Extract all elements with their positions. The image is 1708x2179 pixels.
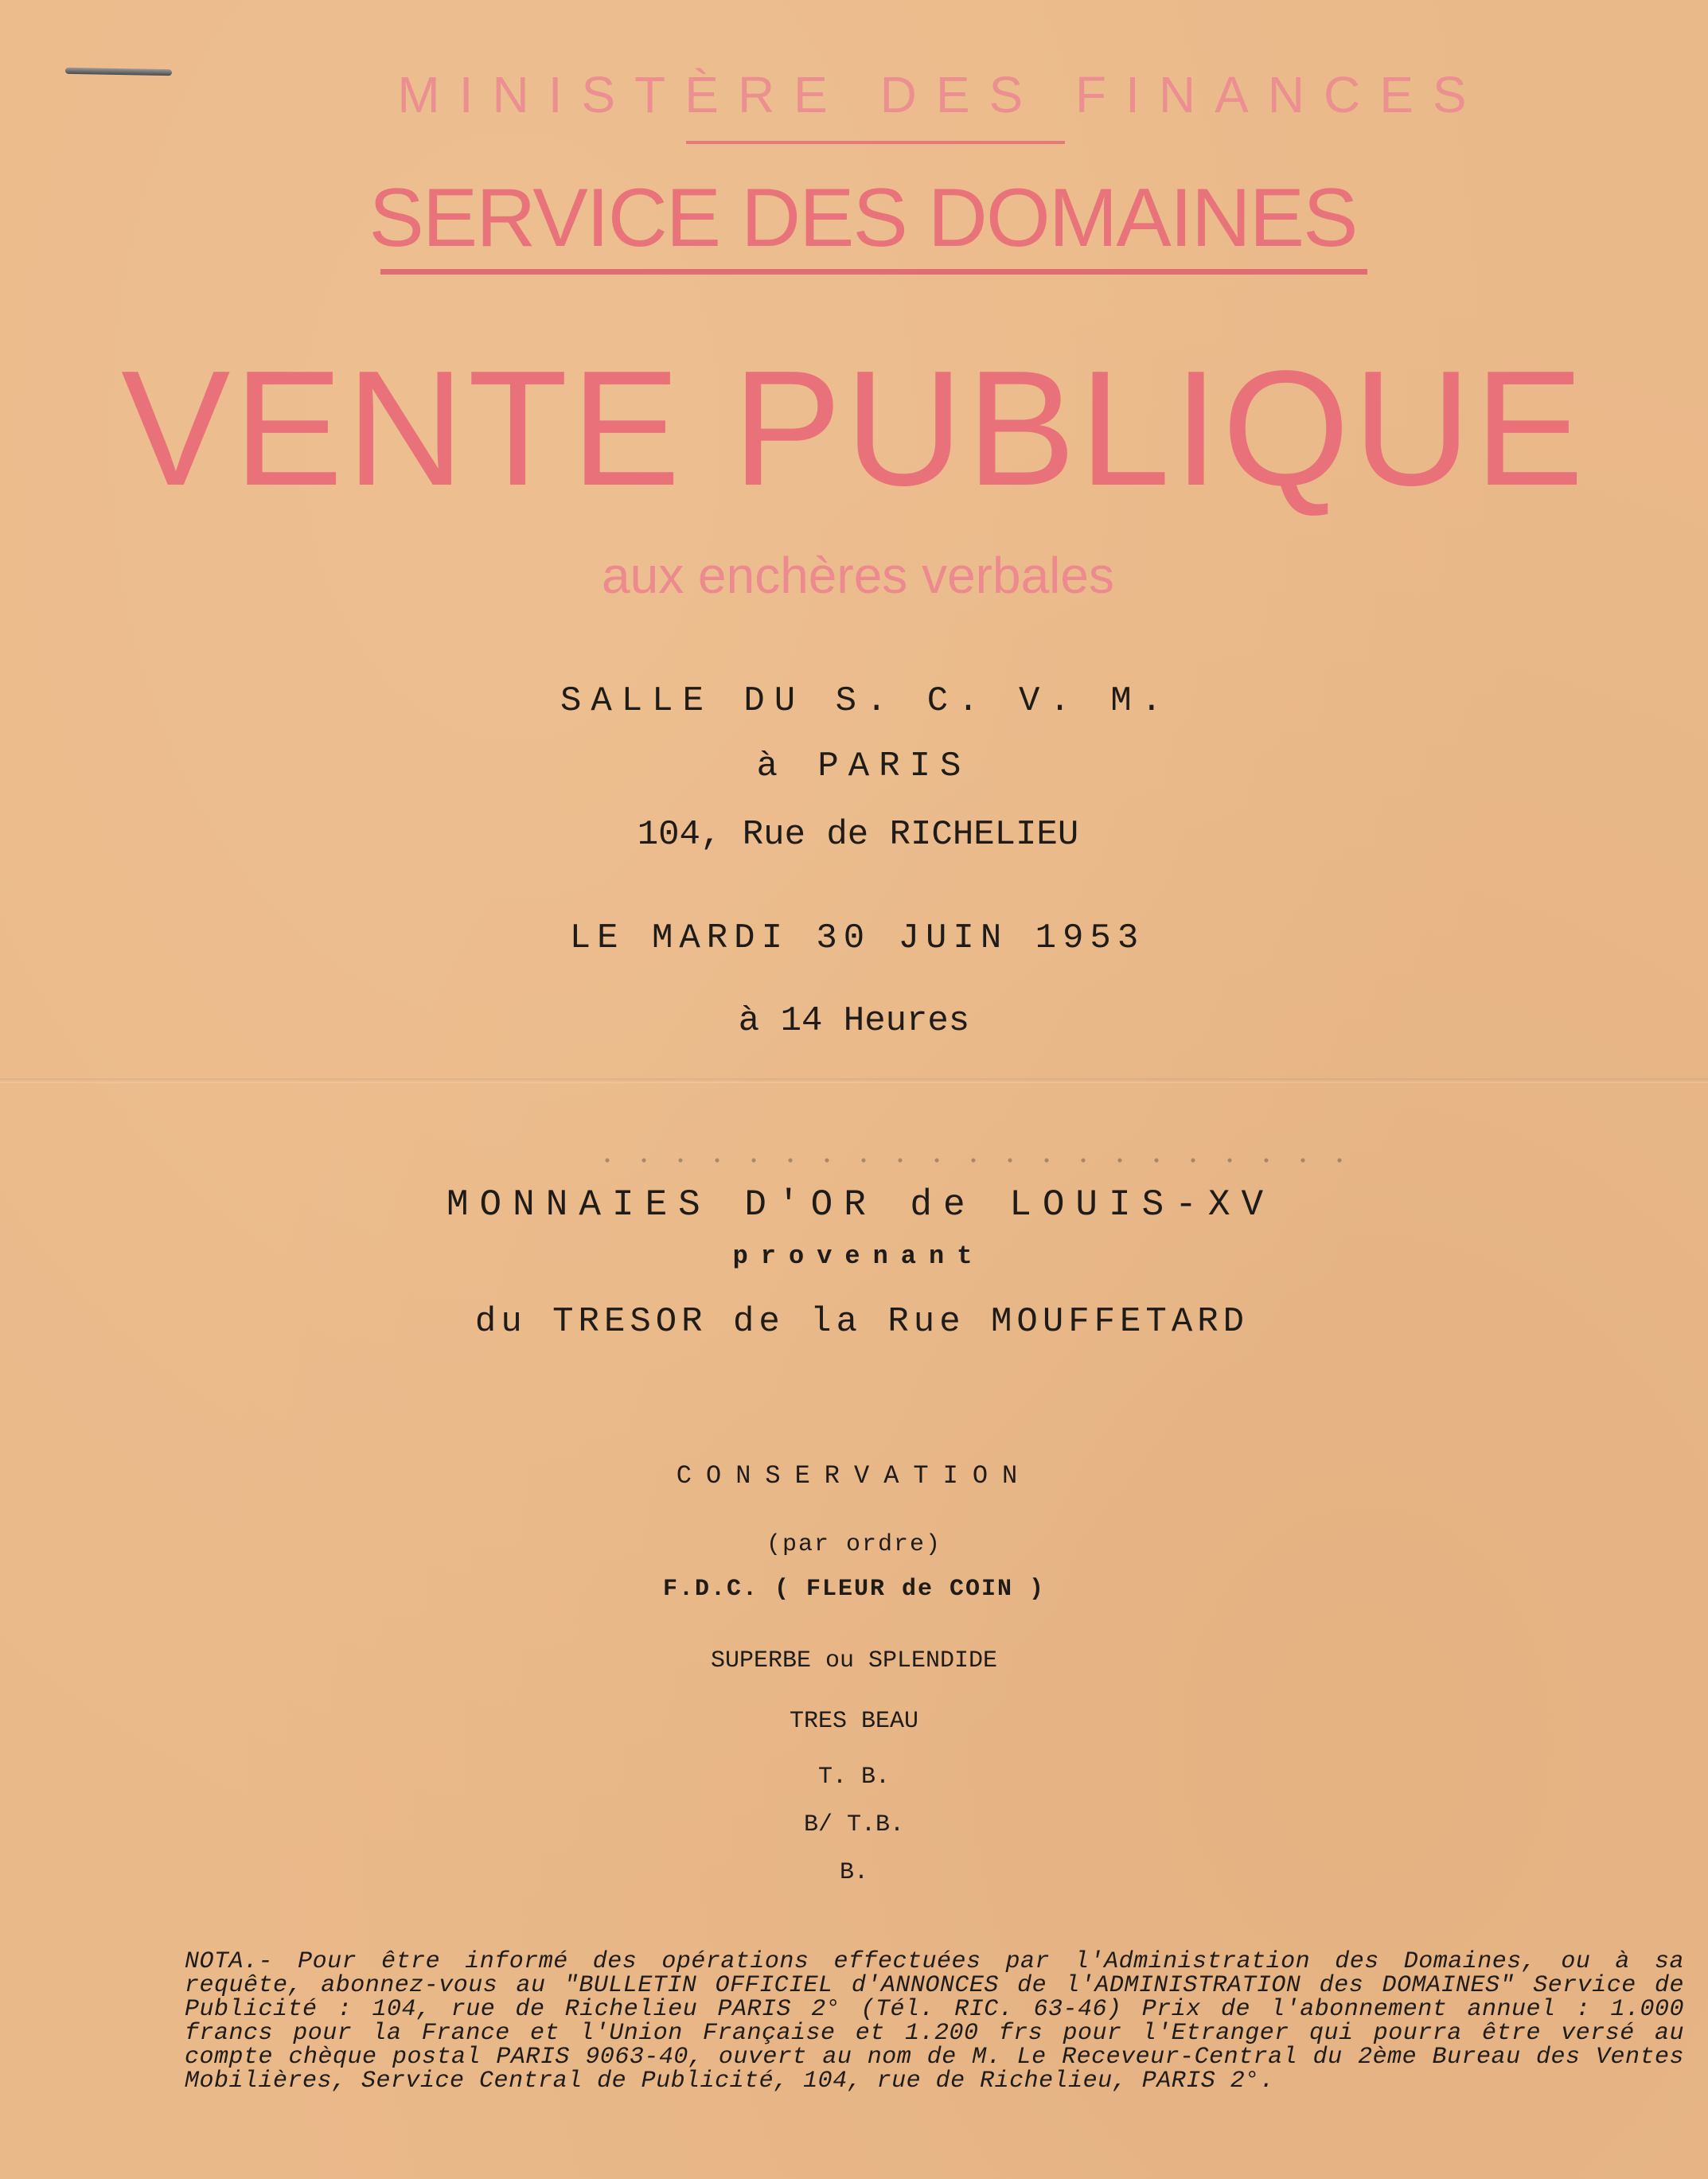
venue-salle: SALLE DU S. C. V. M. [560,681,1172,721]
grade-item: B/ T.B. [803,1811,905,1838]
sale-date: LE MARDI 30 JUIN 1953 [569,918,1145,958]
heading-rule-long [380,269,1367,275]
main-title: VENTE PUBLIQUE [121,337,1587,520]
grade-item: TRES BEAU [789,1708,919,1735]
grade-item: F.D.C. ( FLEUR de COIN ) [662,1576,1046,1603]
service-heading: SERVICE DES DOMAINES [369,172,1357,264]
lot-origin: du TRESOR de la Rue MOUFFETARD [474,1302,1250,1342]
conservation-heading: CONSERVATION [676,1461,1032,1491]
grade-item: T. B. [817,1764,890,1791]
grade-item: SUPERBE ou SPLENDIDE [710,1647,998,1674]
venue-city: à PARIS [756,746,971,786]
conservation-order-note: (par ordre) [766,1531,942,1558]
heading-rule-short [686,141,1065,144]
lot-provenant: provenant [732,1242,985,1271]
nota-paragraph: NOTA.- Pour être informé des opérations effectuées par l'Administration des Domaines, ou à sa requête, abonnez-vous au "BULLETIN OFFICIEL d'ANNONCES de l'ADMINISTRATION des DOMAINES" Service de Publicité : 104, rue de Richelieu PARIS 2° (Tél. RIC. 63-46) Prix de l'abonnement annuel : 1.000 francs pour la France et l'Union Française et 1.200 frs pour l'Etranger qui pourra être versé au compte chèque postal PARIS 9063-40, ouvert au nom de M. Le Receveur-Central du 2ème Bureau des Ventes Mobilières, Service Central de Publicité, 104, rue de Richelieu, PARIS 2°. [185,1948,1684,2095]
lot-title: MONNAIES D'OR de LOUIS-XV [446,1184,1275,1226]
sale-time: à 14 Heures [738,1001,970,1041]
ministry-heading: MINISTÈRE DES FINANCES [397,66,1486,123]
ink-smudge [589,1152,1353,1168]
paper-fold-line [0,1078,1708,1083]
grade-item: B. [839,1859,868,1886]
venue-address: 104, Rue de RICHELIEU [637,815,1079,855]
subtitle: aux enchères verbales [602,547,1114,604]
